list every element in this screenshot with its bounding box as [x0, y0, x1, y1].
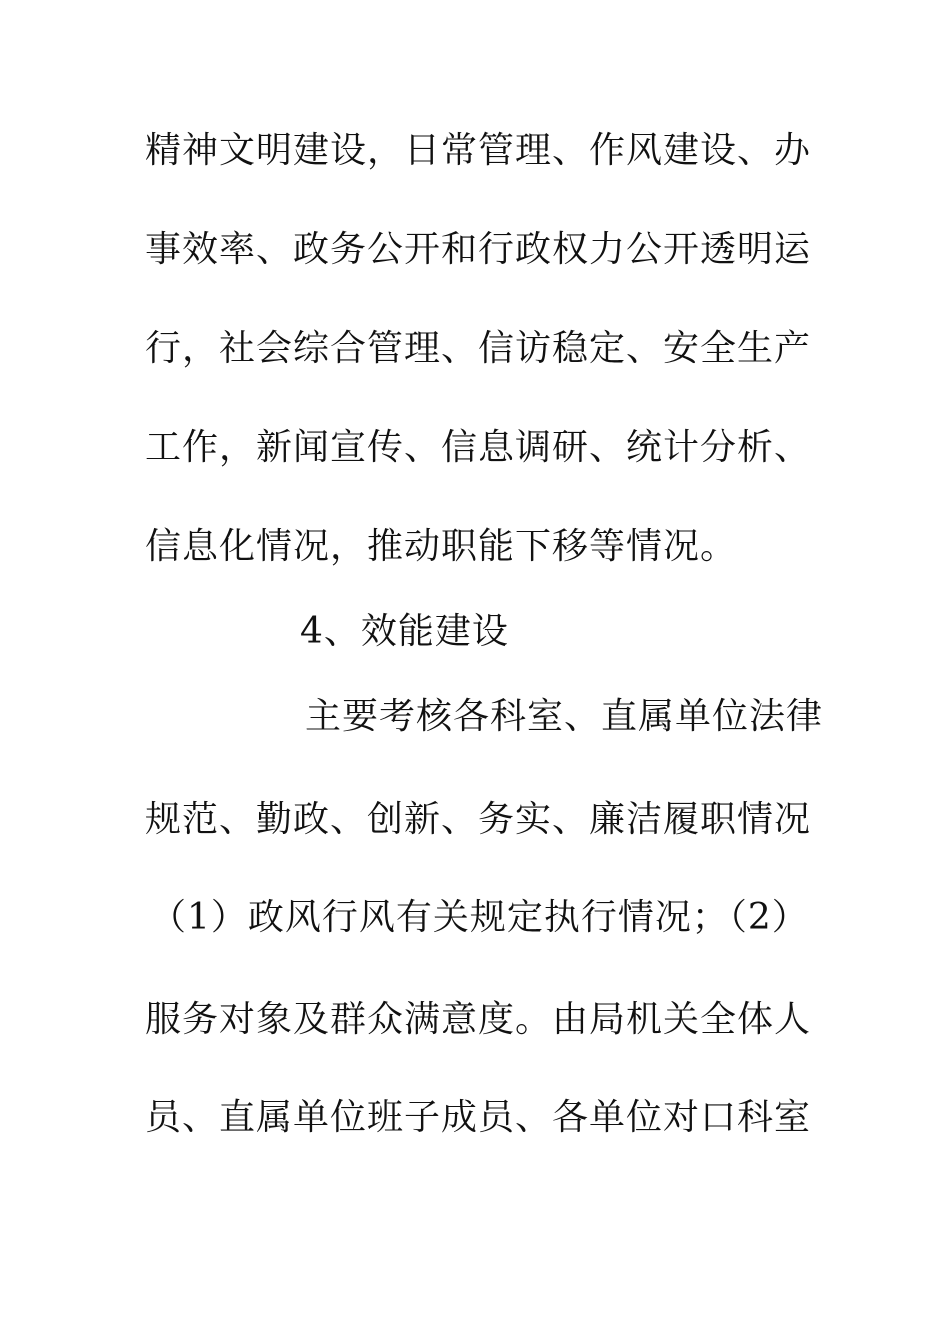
text-line-5: 信息化情况，推动职能下移等情况。 — [145, 526, 738, 567]
text-line-10: 服务对象及群众满意度。由局机关全体人 — [145, 999, 812, 1040]
text-line-9: （1）政风行风有关规定执行情况；（2） — [150, 897, 809, 938]
text-line-1: 精神文明建设，日常管理、作风建设、办 — [145, 130, 812, 171]
text-line-11: 员、直属单位班子成员、各单位对口科室 — [145, 1097, 812, 1138]
text-line-4: 工作，新闻宣传、信息调研、统计分析、 — [145, 427, 812, 468]
text-line-7: 主要考核各科室、直属单位法律 — [305, 696, 824, 737]
section-heading: 4、效能建设 — [300, 611, 509, 652]
text-line-8: 规范、勤政、创新、务实、廉洁履职情况 — [145, 799, 812, 840]
text-line-2: 事效率、政务公开和行政权力公开透明运 — [145, 229, 812, 270]
text-line-3: 行，社会综合管理、信访稳定、安全生产 — [145, 328, 812, 369]
